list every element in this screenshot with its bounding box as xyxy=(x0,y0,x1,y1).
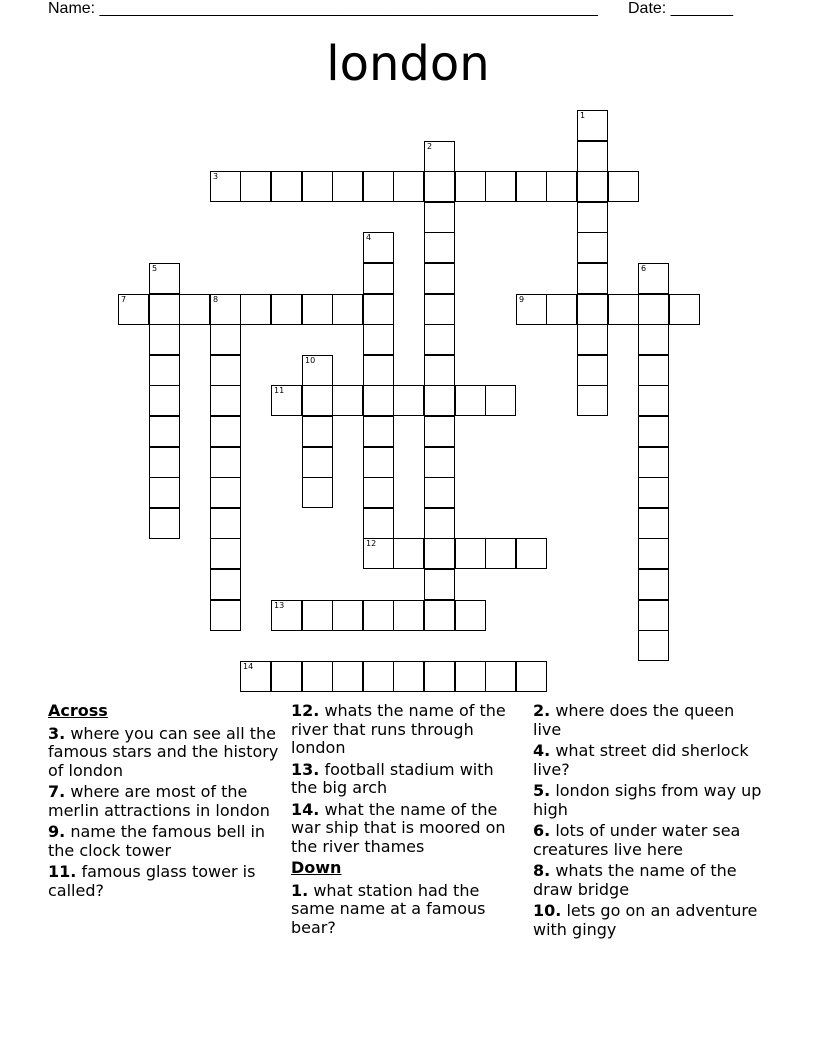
cell-number: 4 xyxy=(366,233,372,242)
grid-cell[interactable] xyxy=(210,416,241,447)
grid-cell[interactable] xyxy=(577,355,608,386)
grid-cell[interactable] xyxy=(149,447,180,478)
grid-cell[interactable] xyxy=(332,661,363,692)
clue-across-14: 14. what the name of the war ship that is moored on the river thames xyxy=(291,799,506,856)
clue-down-10: 10. lets go on an adventure with gingy xyxy=(533,901,758,939)
grid-cell[interactable] xyxy=(546,294,577,325)
clue-down-4: 4. what street did sherlock live? xyxy=(533,741,749,779)
grid-cell[interactable] xyxy=(424,477,455,508)
cell-number: 9 xyxy=(519,295,525,304)
grid-cell[interactable] xyxy=(302,171,333,202)
grid-cell[interactable] xyxy=(149,477,180,508)
grid-cell[interactable] xyxy=(149,416,180,447)
grid-cell[interactable] xyxy=(424,141,455,172)
page-title: london xyxy=(326,36,490,92)
grid-cell[interactable] xyxy=(332,600,363,631)
grid-cell[interactable] xyxy=(577,141,608,172)
grid-cell[interactable] xyxy=(638,600,669,631)
grid-cell[interactable] xyxy=(485,385,516,416)
grid-cell[interactable] xyxy=(424,447,455,478)
grid-cell[interactable] xyxy=(393,538,424,569)
grid-cell[interactable] xyxy=(393,171,424,202)
grid-cell[interactable] xyxy=(363,355,394,386)
grid-cell[interactable] xyxy=(638,416,669,447)
grid-cell[interactable] xyxy=(271,385,302,416)
grid-cell[interactable] xyxy=(516,661,547,692)
grid-cell[interactable] xyxy=(424,416,455,447)
grid-cell[interactable] xyxy=(302,294,333,325)
grid-cell[interactable] xyxy=(577,110,608,141)
cell-number: 3 xyxy=(213,172,219,181)
grid-cell[interactable] xyxy=(424,202,455,233)
grid-cell[interactable] xyxy=(363,508,394,539)
grid-cell[interactable] xyxy=(271,661,302,692)
grid-cell[interactable] xyxy=(424,171,455,202)
grid-cell[interactable] xyxy=(485,538,516,569)
down-heading: Down xyxy=(291,858,342,877)
grid-cell[interactable] xyxy=(516,294,547,325)
grid-cell[interactable] xyxy=(516,171,547,202)
grid-cell[interactable] xyxy=(302,385,333,416)
clue-across-13: 13. football stadium with the big arch xyxy=(291,759,494,797)
grid-cell[interactable] xyxy=(455,538,486,569)
grid-cell[interactable] xyxy=(210,324,241,355)
grid-cell[interactable] xyxy=(271,600,302,631)
cell-number: 11 xyxy=(274,386,285,395)
clue-across-12: 12. whats the name of the river that runs through london xyxy=(291,701,506,757)
grid-cell[interactable] xyxy=(516,538,547,569)
grid-cell[interactable] xyxy=(638,538,669,569)
grid-cell[interactable] xyxy=(302,447,333,478)
grid-cell[interactable] xyxy=(363,171,394,202)
grid-cell[interactable] xyxy=(638,294,669,325)
cell-number: 6 xyxy=(641,264,647,273)
grid-cell[interactable] xyxy=(363,294,394,325)
cell-number: 8 xyxy=(213,295,219,304)
grid-cell[interactable] xyxy=(577,263,608,294)
grid-cell[interactable] xyxy=(363,477,394,508)
clue-across-3: 3. where you can see all the famous stars and the history of london xyxy=(48,723,279,780)
grid-cell[interactable] xyxy=(424,294,455,325)
grid-cell[interactable] xyxy=(577,324,608,355)
grid-cell[interactable] xyxy=(302,355,333,386)
name-field[interactable]: Name: ________________________________________________________ xyxy=(48,0,598,17)
grid-cell[interactable] xyxy=(363,416,394,447)
grid-cell[interactable] xyxy=(485,661,516,692)
grid-cell[interactable] xyxy=(210,171,241,202)
grid-cell[interactable] xyxy=(577,232,608,263)
grid-cell[interactable] xyxy=(638,324,669,355)
clue-across-9: 9. name the famous bell in the clock tower xyxy=(48,822,266,860)
grid-cell[interactable] xyxy=(240,294,271,325)
cell-number: 5 xyxy=(152,264,158,273)
grid-cell[interactable] xyxy=(424,385,455,416)
grid-cell[interactable] xyxy=(210,355,241,386)
cell-number: 7 xyxy=(121,295,127,304)
cell-number: 2 xyxy=(427,142,433,151)
grid-cell[interactable] xyxy=(210,508,241,539)
grid-cell[interactable] xyxy=(424,661,455,692)
grid-cell[interactable] xyxy=(577,385,608,416)
grid-cell[interactable] xyxy=(210,447,241,478)
grid-cell[interactable] xyxy=(638,263,669,294)
grid-cell[interactable] xyxy=(455,661,486,692)
grid-cell[interactable] xyxy=(210,385,241,416)
grid-cell[interactable] xyxy=(240,171,271,202)
clue-down-1: 1. what station had the same name at a famous bear? xyxy=(291,880,486,937)
grid-cell[interactable] xyxy=(638,569,669,600)
grid-cell[interactable] xyxy=(424,232,455,263)
clue-down-8: 8. whats the name of the draw bridge xyxy=(533,861,737,899)
grid-cell[interactable] xyxy=(577,294,608,325)
grid-cell[interactable] xyxy=(210,294,241,325)
grid-cell[interactable] xyxy=(393,661,424,692)
across-heading: Across xyxy=(48,701,108,720)
grid-cell[interactable] xyxy=(638,385,669,416)
grid-cell[interactable] xyxy=(669,294,700,325)
grid-cell[interactable] xyxy=(302,600,333,631)
grid-cell[interactable] xyxy=(332,171,363,202)
grid-cell[interactable] xyxy=(424,355,455,386)
grid-cell[interactable] xyxy=(363,232,394,263)
grid-cell[interactable] xyxy=(240,661,271,692)
grid-cell[interactable] xyxy=(149,385,180,416)
grid-cell[interactable] xyxy=(393,385,424,416)
grid-cell[interactable] xyxy=(149,263,180,294)
grid-cell[interactable] xyxy=(455,171,486,202)
grid-cell[interactable] xyxy=(393,600,424,631)
cell-number: 10 xyxy=(305,356,316,365)
grid-cell[interactable] xyxy=(118,294,149,325)
grid-cell[interactable] xyxy=(210,569,241,600)
grid-cell[interactable] xyxy=(424,538,455,569)
clue-down-6: 6. lots of under water sea creatures live here xyxy=(533,821,741,859)
clue-down-5: 5. london sighs from way up high xyxy=(533,781,762,819)
grid-cell[interactable] xyxy=(210,477,241,508)
grid-cell[interactable] xyxy=(149,355,180,386)
grid-cell[interactable] xyxy=(363,538,394,569)
cell-number: 12 xyxy=(366,539,377,548)
clue-across-11: 11. famous glass tower is called? xyxy=(48,862,256,900)
grid-cell[interactable] xyxy=(577,202,608,233)
grid-cell[interactable] xyxy=(210,600,241,631)
grid-cell[interactable] xyxy=(424,263,455,294)
grid-cell[interactable] xyxy=(210,538,241,569)
grid-cell[interactable] xyxy=(638,508,669,539)
date-field[interactable]: Date: _______ xyxy=(628,0,733,17)
clue-across-7: 7. where are most of the merlin attractions in london xyxy=(48,782,270,820)
grid-cell[interactable] xyxy=(332,294,363,325)
grid-cell[interactable] xyxy=(638,630,669,661)
grid-cell[interactable] xyxy=(424,569,455,600)
grid-cell[interactable] xyxy=(608,171,639,202)
grid-cell[interactable] xyxy=(546,171,577,202)
grid-cell[interactable] xyxy=(638,477,669,508)
grid-cell[interactable] xyxy=(608,294,639,325)
grid-cell[interactable] xyxy=(363,385,394,416)
grid-cell[interactable] xyxy=(424,508,455,539)
grid-cell[interactable] xyxy=(149,324,180,355)
clue-down-2: 2. where does the queen live xyxy=(533,701,735,739)
grid-cell[interactable] xyxy=(577,171,608,202)
grid-cell[interactable] xyxy=(271,171,302,202)
grid-cell[interactable] xyxy=(363,324,394,355)
grid-cell[interactable] xyxy=(302,661,333,692)
grid-cell[interactable] xyxy=(455,600,486,631)
grid-cell[interactable] xyxy=(332,385,363,416)
grid-cell[interactable] xyxy=(302,416,333,447)
grid-cell[interactable] xyxy=(149,508,180,539)
grid-cell[interactable] xyxy=(424,600,455,631)
grid-cell[interactable] xyxy=(363,263,394,294)
clue-column-2 xyxy=(291,702,523,940)
grid-cell[interactable] xyxy=(638,447,669,478)
grid-cell[interactable] xyxy=(455,385,486,416)
grid-cell[interactable] xyxy=(363,447,394,478)
cell-number: 1 xyxy=(580,111,586,120)
grid-cell[interactable] xyxy=(179,294,210,325)
cell-number: 13 xyxy=(274,601,285,610)
grid-cell[interactable] xyxy=(424,324,455,355)
grid-cell[interactable] xyxy=(363,661,394,692)
grid-cell[interactable] xyxy=(149,294,180,325)
grid-cell[interactable] xyxy=(485,171,516,202)
grid-cell[interactable] xyxy=(638,355,669,386)
clue-column-3 xyxy=(533,702,765,942)
cell-number: 14 xyxy=(243,662,254,671)
grid-cell[interactable] xyxy=(302,477,333,508)
clue-column-1 xyxy=(48,702,280,903)
grid-cell[interactable] xyxy=(363,600,394,631)
grid-cell[interactable] xyxy=(271,294,302,325)
